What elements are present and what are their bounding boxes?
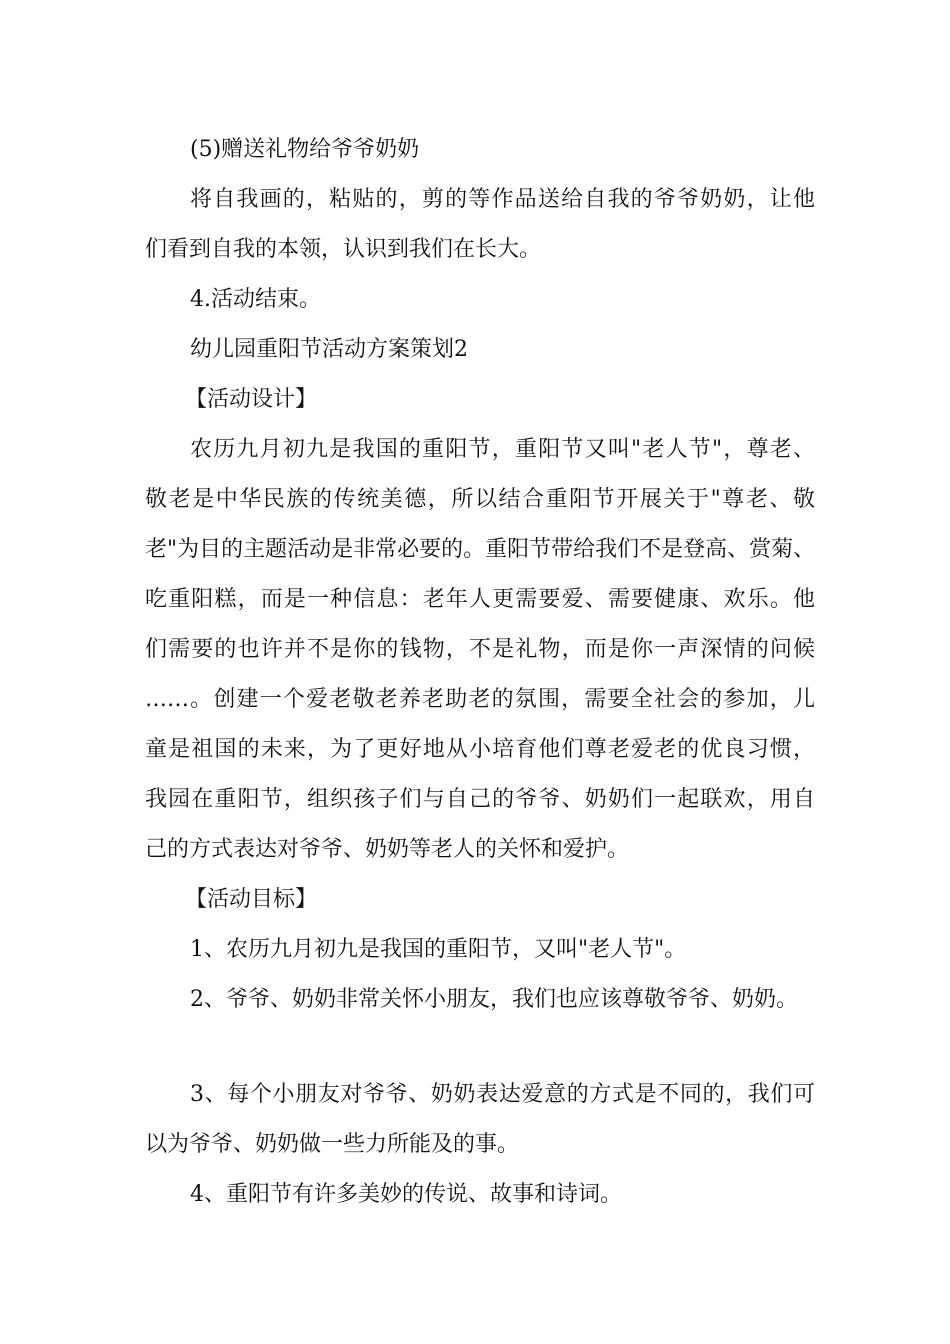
- goal-item-3-continued: 以为爷爷、奶奶做一些力所能及的事。: [145, 1132, 520, 1157]
- paragraph-line: 老"为目的主题活动是非常必要的。重阳节带给我们不是登高、赏菊、: [145, 537, 815, 562]
- section-item-5: (5)赠送礼物给爷爷奶奶: [190, 137, 420, 162]
- paragraph-line: 将自我画的，粘贴的，剪的等作品送给自我的爷爷奶奶，让他: [190, 187, 815, 212]
- goal-item-2: 2、爷爷、奶奶非常关怀小朋友，我们也应该尊敬爷爷、奶奶。: [190, 987, 798, 1012]
- section-item-4: 4.活动结束。: [190, 287, 321, 312]
- paragraph-line: 童是祖国的未来，为了更好地从小培育他们尊老爱老的优良习惯，: [145, 737, 815, 762]
- goal-item-1: 1、农历九月初九是我国的重阳节，又叫"老人节"。: [190, 937, 687, 962]
- section-heading-goals: 【活动目标】: [185, 887, 318, 912]
- document-subtitle: 幼儿园重阳节活动方案策划2: [190, 337, 468, 362]
- paragraph-line: 敬老是中华民族的传统美德，所以结合重阳节开展关于"尊老、敬: [145, 487, 815, 512]
- goal-item-3: 3、每个小朋友对爷爷、奶奶表达爱意的方式是不同的，我们可: [190, 1082, 815, 1107]
- paragraph-line: 己的方式表达对爷爷、奶奶等老人的关怀和爱护。: [145, 837, 630, 862]
- goal-item-4: 4、重阳节有许多美妙的传说、故事和诗词。: [190, 1182, 622, 1207]
- paragraph-line: ……。创建一个爱老敬老养老助老的氛围，需要全社会的参加，儿: [145, 687, 815, 712]
- paragraph-line: 我园在重阳节，组织孩子们与自己的爷爷、奶奶们一起联欢，用自: [145, 787, 815, 812]
- paragraph-line: 吃重阳糕，而是一种信息：老年人更需要爱、需要健康、欢乐。他: [145, 587, 815, 612]
- section-heading-design: 【活动设计】: [185, 387, 318, 412]
- paragraph-line: 农历九月初九是我国的重阳节，重阳节又叫"老人节"，尊老、: [190, 437, 815, 462]
- paragraph-line: 们看到自我的本领，认识到我们在长大。: [145, 237, 542, 262]
- paragraph-line: 们需要的也许并不是你的钱物，不是礼物，而是你一声深情的问候: [145, 637, 815, 662]
